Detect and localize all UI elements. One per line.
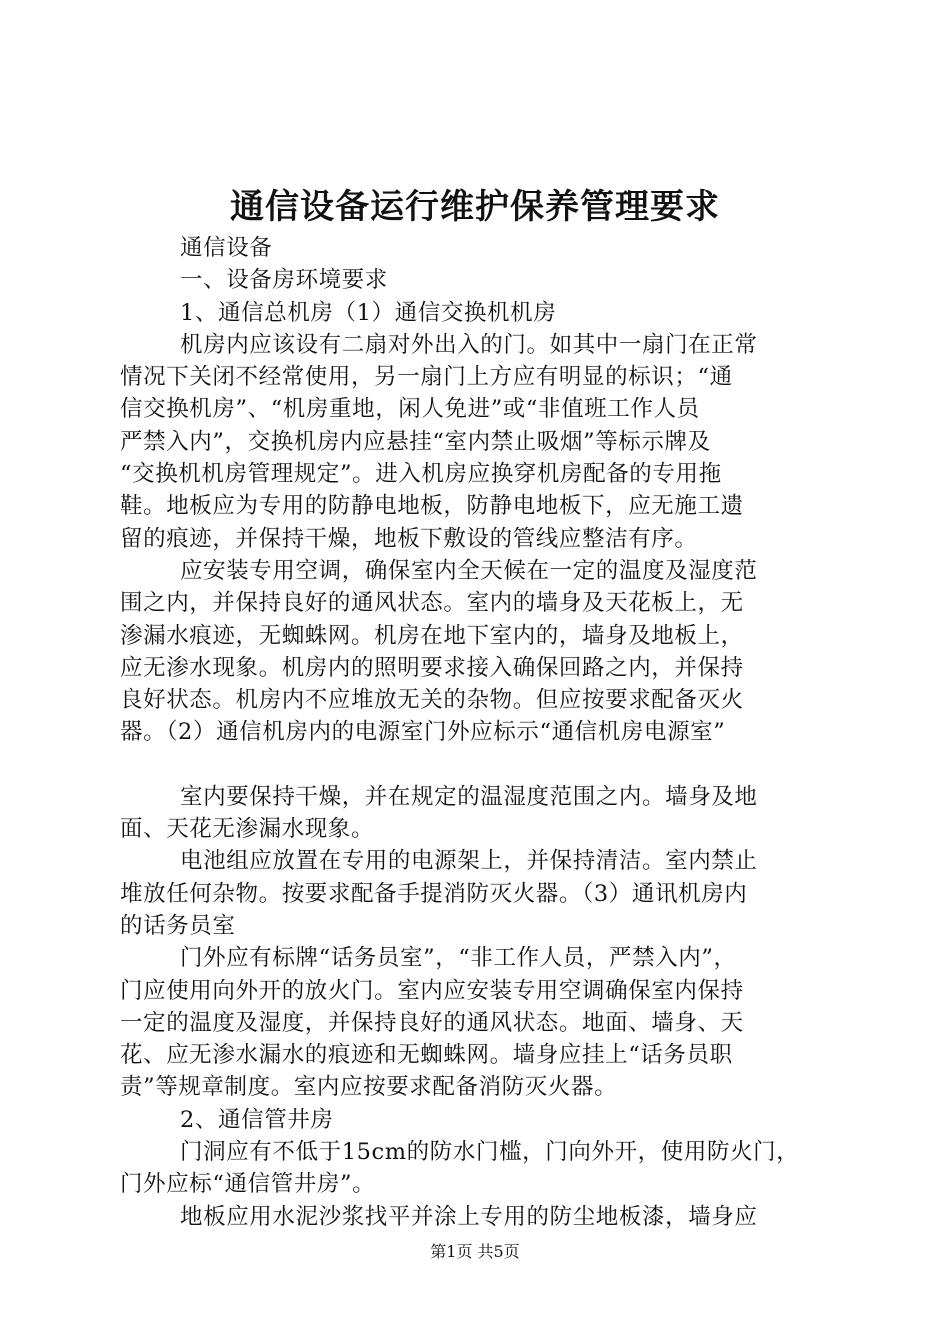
text-line: 的话务员室 xyxy=(120,912,236,939)
paragraph xyxy=(120,1104,832,1136)
paragraph xyxy=(120,232,832,264)
document-title: 通信设备运行维护保养管理要求 xyxy=(230,187,720,227)
text-line: 器。（2）通信机房内的电源室门外应标示“通信机房电源室” xyxy=(120,719,726,746)
text-line: 通信设备 xyxy=(180,235,273,261)
text-line: 责”等规章制度。室内应按要求配备消防灭火器。 xyxy=(120,1074,618,1101)
paragraph xyxy=(120,264,832,296)
paragraph xyxy=(120,845,832,942)
page-footer: 第1页 共5页 xyxy=(430,1242,520,1261)
paragraph xyxy=(120,1201,832,1233)
text-line: 鞋。地板应为专用的防静电地板，防静电地板下，应无施工遗 xyxy=(120,493,744,520)
text-line: 严禁入内”，交换机房内应悬挂“室内禁止吸烟”等标示牌及 xyxy=(120,428,711,455)
text-line: 门应使用向外开的放火门。室内应安装专用空调确保室内保持 xyxy=(120,977,744,1004)
blank-line xyxy=(120,749,832,781)
text-line: “交换机机房管理规定”。进入机房应换穿机房配备的专用拖 xyxy=(120,461,722,488)
text-line: 堆放任何杂物。按要求配备手提消防灭火器。（3）通讯机房内 xyxy=(120,880,748,907)
text-line: 留的痕迹，并保持干燥，地板下敷设的管线应整洁有序。 xyxy=(120,525,698,552)
paragraph xyxy=(120,555,832,749)
text-line: 2、通信管井房 xyxy=(180,1106,334,1133)
text-line: 渗漏水痕迹，无蜘蛛网。机房在地下室内的，墙身及地板上， xyxy=(120,622,744,649)
text-line: 门外应有标牌“话务员室”，“非工作人员，严禁入内”， xyxy=(180,945,737,972)
text-line: 地板应用水泥沙浆找平并涂上专用的防尘地板漆，墙身应 xyxy=(180,1203,758,1230)
paragraph xyxy=(120,1136,832,1201)
text-line: 应无渗水现象。机房内的照明要求接入确保回路之内，并保持 xyxy=(120,654,744,681)
text-line: 良好状态。机房内不应堆放无关的杂物。但应按要求配备灭火 xyxy=(120,687,744,714)
text-line: 面、天花无渗漏水现象。 xyxy=(120,816,375,843)
text-line: 室内要保持干燥，并在规定的温湿度范围之内。墙身及地 xyxy=(180,783,758,810)
text-line: 花、应无渗水漏水的痕迹和无蜘蛛网。墙身应挂上“话务员职 xyxy=(120,1042,733,1069)
document-body xyxy=(120,232,832,1233)
paragraph xyxy=(120,942,832,1103)
text-line: 围之内，并保持良好的通风状态。室内的墙身及天花板上，无 xyxy=(120,590,744,617)
text-line: 门洞应有不低于15cm的防水门槛，门向外开，使用防火门， xyxy=(180,1139,800,1166)
text-line: 情况下关闭不经常使用，另一扇门上方应有明显的标识；“通 xyxy=(120,364,733,391)
text-line: 一定的温度及湿度，并保持良好的通风状态。地面、墙身、天 xyxy=(120,1009,744,1036)
text-line: 电池组应放置在专用的电源架上，并保持清洁。室内禁止 xyxy=(180,848,758,875)
paragraph xyxy=(120,781,832,846)
text-line: 信交换机房”、“机房重地，闲人免进”或“非值班工作人员 xyxy=(120,396,700,423)
text-line: 一、设备房环境要求 xyxy=(180,267,388,294)
text-line: 应安装专用空调，确保室内全天候在一定的温度及湿度范 xyxy=(180,557,758,584)
paragraph xyxy=(120,329,832,555)
text-line: 1、通信总机房（1）通信交换机机房 xyxy=(180,299,557,326)
text-line: 机房内应该设有二扇对外出入的门。如其中一扇门在正常 xyxy=(180,331,758,358)
text-line: 门外应标“通信管井房”。 xyxy=(120,1171,376,1198)
paragraph xyxy=(120,297,832,329)
